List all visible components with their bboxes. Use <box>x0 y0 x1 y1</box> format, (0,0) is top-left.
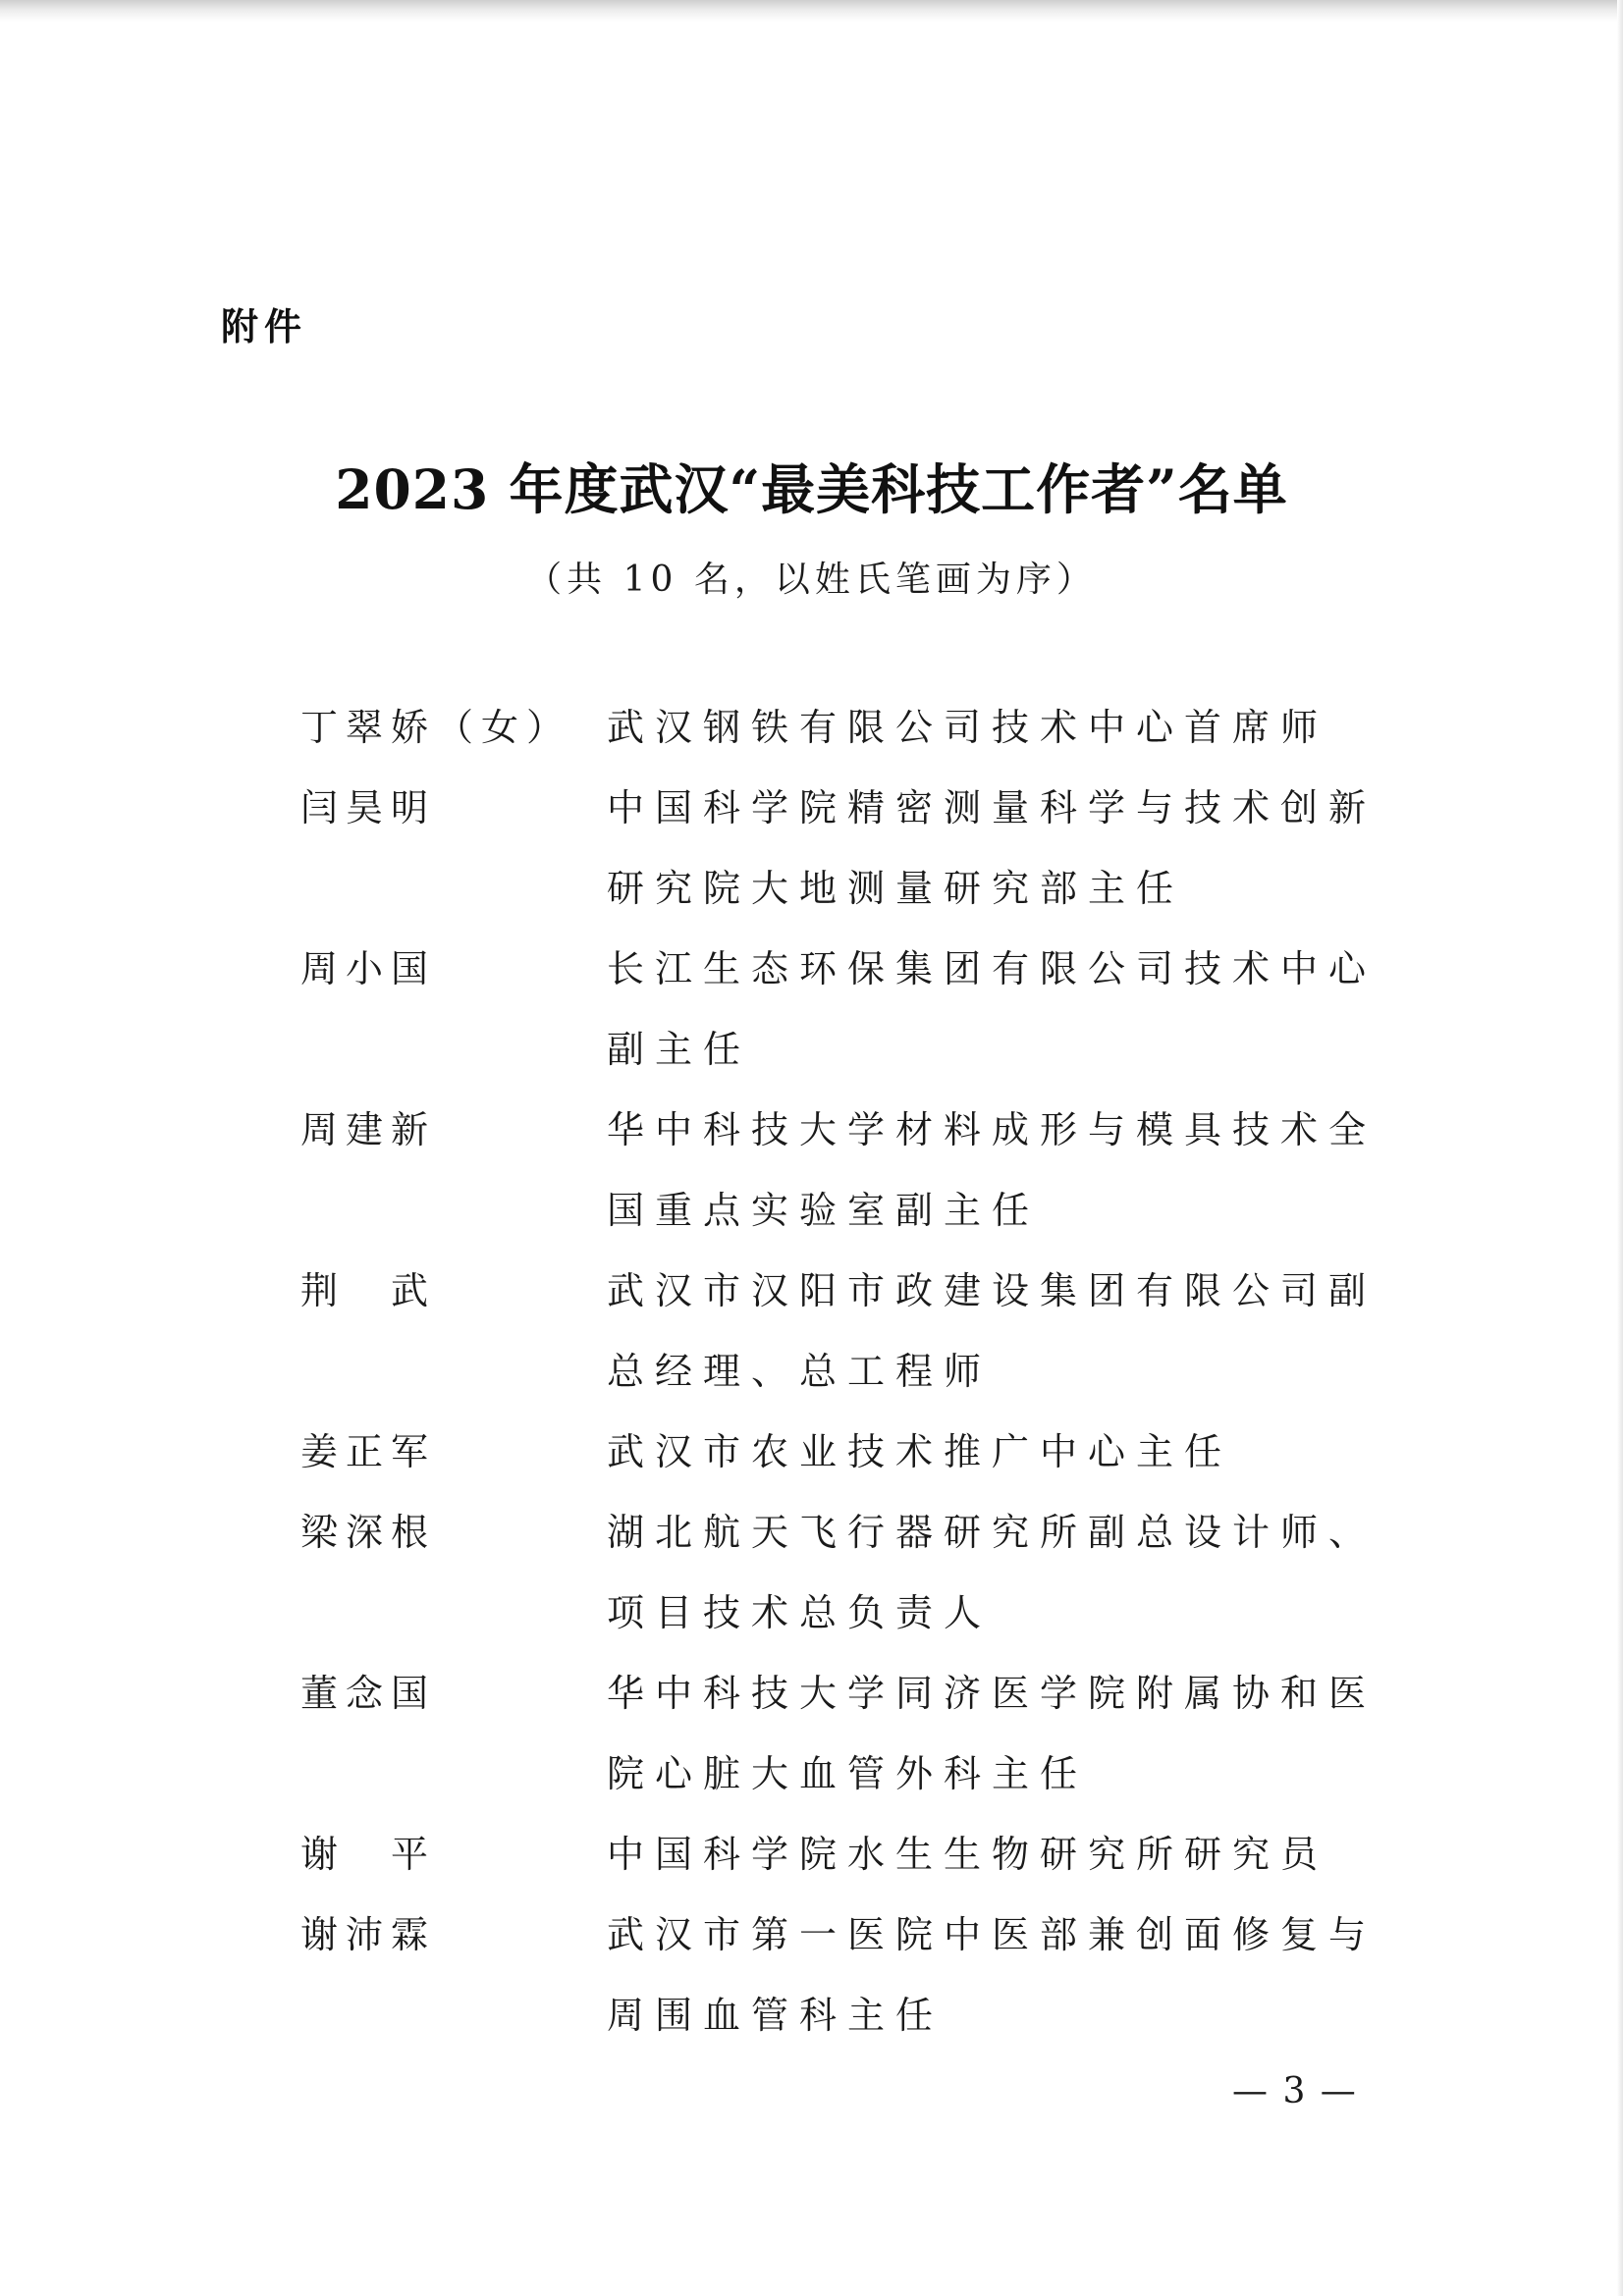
honoree-title: 武汉钢铁有限公司技术中心首席师 <box>607 706 1329 749</box>
honoree-title: 武汉市农业技术推广中心主任 <box>607 1430 1233 1473</box>
page-number: — 3 — <box>1232 2071 1358 2111</box>
honoree-title: 华中科技大学同济医学院附属协和医院心脏大血管外科主任 <box>607 1672 1378 1795</box>
honoree-row-3 <box>300 929 1430 1090</box>
document-title: 2023 年度武汉“最美科技工作者”名单 <box>335 457 1288 521</box>
honoree-row-9 <box>300 1814 1430 1895</box>
honoree-row-4 <box>300 1090 1430 1251</box>
honoree-list <box>300 687 1430 2056</box>
honoree-row-10 <box>300 1895 1430 2056</box>
honoree-title: 武汉市汉阳市政建设集团有限公司副总经理、总工程师 <box>607 1269 1378 1393</box>
scan-edge-top <box>0 0 1623 22</box>
honoree-title: 中国科学院精密测量科学与技术创新研究院大地测量研究部主任 <box>607 786 1378 910</box>
honoree-title: 华中科技大学材料成形与模具技术全国重点实验室副主任 <box>607 1108 1378 1232</box>
honoree-name: 丁翠娇（女） <box>300 706 572 749</box>
honoree-title: 湖北航天飞行器研究所副总设计师、项目技术总负责人 <box>607 1511 1378 1634</box>
honoree-name: 姜正军 <box>300 1430 437 1473</box>
scan-edge-right <box>1617 0 1623 2296</box>
honoree-name: 周小国 <box>300 947 437 990</box>
honoree-title: 中国科学院水生生物研究所研究员 <box>607 1833 1329 1876</box>
attachment-label: 附件 <box>221 305 308 348</box>
honoree-name: 周建新 <box>300 1108 437 1151</box>
honoree-name: 董念国 <box>300 1672 437 1715</box>
honoree-row-6 <box>300 1412 1430 1492</box>
honoree-row-7 <box>300 1492 1430 1653</box>
honoree-row-5 <box>300 1251 1430 1412</box>
document-subtitle: （共 10 名，以姓氏笔画为序） <box>526 560 1097 600</box>
honoree-row-8 <box>300 1653 1430 1814</box>
honoree-name: 谢 平 <box>300 1833 437 1876</box>
honoree-name: 闫昊明 <box>300 786 437 829</box>
honoree-name: 谢沛霖 <box>300 1913 437 1956</box>
honoree-name: 梁深根 <box>300 1511 437 1554</box>
honoree-row-2 <box>300 768 1430 929</box>
honoree-name: 荆 武 <box>300 1269 437 1312</box>
honoree-title: 长江生态环保集团有限公司技术中心副主任 <box>607 947 1378 1071</box>
honoree-title: 武汉市第一医院中医部兼创面修复与周围血管科主任 <box>607 1913 1378 2037</box>
honoree-row-1 <box>300 687 1430 768</box>
